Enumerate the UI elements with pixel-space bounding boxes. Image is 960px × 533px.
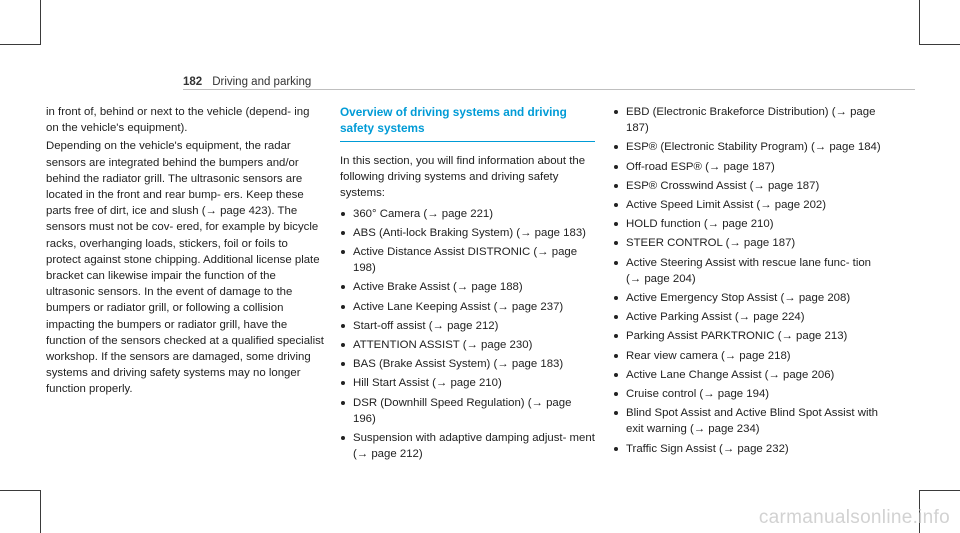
list-item: Active Parking Assist (→ page 224) [613,309,881,325]
list-item: Off-road ESP® (→ page 187) [613,159,881,175]
list-item: Active Lane Change Assist (→ page 206) [613,367,881,383]
running-header [183,76,311,88]
section-heading: Overview of driving systems and driving safety systems [340,104,595,142]
list-item: Active Distance Assist DISTRONIC (→ page 198) [340,244,595,276]
watermark: carmanualsonline.info [758,507,950,528]
crop-mark [40,0,41,45]
list-item: Active Speed Limit Assist (→ page 202) [613,197,881,213]
middle-column [340,104,595,465]
crop-mark [40,490,41,533]
list-item: Active Brake Assist (→ page 188) [340,279,595,295]
crop-mark [920,44,960,45]
list-item: EBD (Electronic Brakeforce Distribution) (→ page 187) [613,104,881,136]
paragraph: Depending on the vehicle's equipment, the radar sensors are integrated behind the bumpers and/or behind the radiator grill. The ultrasonic sensors are located in the front and rear bump- ers. Keep these parts free of dirt, ice and slush (→ page 423). The sensors must not be cov- ered, for example by bicycle racks, overhanging loads, stickers, foil or foils to protect against stone chipping. Additional license plate bracket can likewise impair the function of the ultrasonic sensors. In the event of damage to the bumpers or radiator grill, or following a collision impacting the bumpers or radiator grill, have the function of the sensors checked at a qualified specialist workshop. If the sensors are damaged, some driving systems and driving safety systems may no longer function properly. [46,140,324,396]
section-title: Driving and parking [212,76,312,88]
list-item: ABS (Anti-lock Braking System) (→ page 183) [340,225,595,241]
list-item: DSR (Downhill Speed Regulation) (→ page 196) [340,395,595,427]
left-column [46,104,324,400]
list-item: Hill Start Assist (→ page 210) [340,375,595,391]
list-item: Active Emergency Stop Assist (→ page 208) [613,290,881,306]
list-item: HOLD function (→ page 210) [613,216,881,232]
list-item: Cruise control (→ page 194) [613,386,881,402]
list-item: STEER CONTROL (→ page 187) [613,235,881,251]
list-item: 360° Camera (→ page 221) [340,206,595,222]
right-column [613,104,881,460]
list-item: Start-off assist (→ page 212) [340,318,595,334]
list-item: Blind Spot Assist and Active Blind Spot Assist with exit warning (→ page 234) [613,405,881,437]
list-item: ATTENTION ASSIST (→ page 230) [340,337,595,353]
header-rule [183,89,915,90]
page-number: 182 [183,76,203,88]
list-item: Rear view camera (→ page 218) [613,348,881,364]
list-item: Traffic Sign Assist (→ page 232) [613,441,881,457]
paragraph: in front of, behind or next to the vehicle (depend- ing on the vehicle's equipment). [46,106,310,135]
list-item: Active Steering Assist with rescue lane func- tion (→ page 204) [613,255,881,287]
list-item: Parking Assist PARKTRONIC (→ page 213) [613,328,881,344]
crop-mark [0,490,40,491]
intro-paragraph: In this section, you will find information about the following driving systems and driving safety systems: [340,155,586,200]
list-item: Active Lane Keeping Assist (→ page 237) [340,299,595,315]
crop-mark [0,44,40,45]
list-item: ESP® Crosswind Assist (→ page 187) [613,178,881,194]
crop-mark [919,0,920,45]
crop-mark [920,490,960,491]
list-item: Suspension with adaptive damping adjust- ment (→ page 212) [340,430,595,462]
list-item: ESP® (Electronic Stability Program) (→ page 184) [613,139,881,155]
list-item: BAS (Brake Assist System) (→ page 183) [340,356,595,372]
driving-systems-list [340,206,595,463]
safety-systems-list [613,104,881,457]
